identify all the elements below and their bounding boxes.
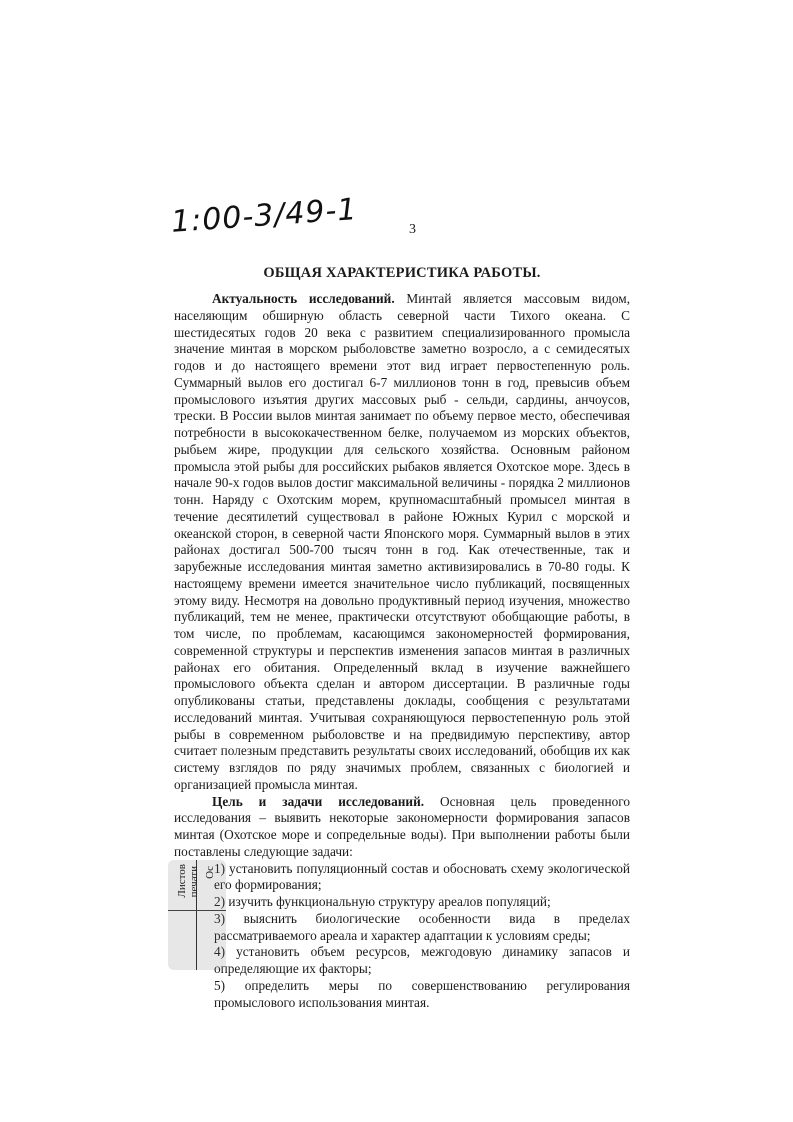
relevance-text: Минтай является массовым видом, населяющим обширную область северной части Тихого океана. С шестидесятых годов 20 века с развитием специализированного промысла значение минтая в морском рыболовстве заметно возросло, а с семидесятых годов и до настоящего времени этот вид играет первостепенную роль. Суммарный вылов его достигал 6-7 миллионов тонн в год, превысив объем промыслового изъятия других массовых рыб - сельди, сардины, анчоусов, трески. В России вылов минтая занимает по объему первое место, обеспечивая потребности в высококачественном белке, получаемом из морских объектов, рыбьем жире, продукции для сельского хозяйства. Основным районом промысла этой рыбы для российских рыбаков является Охотское море. Здесь в начале 90-х годов вылов достиг максимальной величины - порядка 2 миллионов тонн. Наряду с Охотским морем, крупномасштабный промысел минтая в течение десятилетий существовал в районе Южных Курил с морской и океанской сторон, в северной части Японского моря. Суммарный вылов в этих районах достигал 500-700 тысяч тонн в год. Как отечественные, так и зарубежные исследования минтая заметно активизировались в 70-80 годы. К настоящему времени имеется значительное число публикаций, посвященных этому виду. Несмотря на довольно продуктивный период изучения, множество публикаций, тем не менее, практически отсутствуют обобщающие работы, в том числе, по проблемам, касающимся закономерностей формирования, современной структуры и перспектив изменения запасов минтая в различных районах его обитания. Определенный вклад в изучение важнейшего промыслового объекта сделан и автором диссертации. В различные годы опубликованы статьи, представлены доклады, сообщения с результатами исследований минтая. Учитывая сохраняющуюся первостепенную роль этой рыбы в современном рыболовстве и на предвидимую перспективу, автор считает полезным представить результаты своих исследований, обобщив их как систему взглядов по ряду значимых проблем, связанных с биологией и организацией промысла минтая. [174, 291, 631, 792]
goals-heading: Цель и задачи исследований. [212, 793, 425, 809]
margin-stamp [168, 860, 226, 970]
task-item: 2) изучить функциональную структуру ареалов популяций; [214, 894, 551, 909]
handwritten-archive-code: 1:00-3/49-1 [170, 191, 359, 240]
task-item: 4) установить объем ресурсов, межгодовую динамику запасов и определяющие их факторы; [214, 944, 630, 976]
body-text [174, 291, 630, 1011]
stamp-label-sheets: Листов [176, 864, 188, 898]
stamp-label-print: печати [188, 866, 200, 898]
goals-text: Основная цель проведенного исследования – выявить некоторые закономерности формирования запасов минтая (Охотское море и сопредельные воды). При выполнении работы были поставлены следующие задачи: [174, 793, 630, 859]
section-title: ОБЩАЯ ХАРАКТЕРИСТИКА РАБОТЫ. [263, 265, 541, 281]
stamp-label-os: Ос [204, 866, 216, 879]
page-number: 3 [409, 222, 416, 237]
task-item: 3) выяснить биологические особенности вида в пределах рассматриваемого ареала и характер адаптации к условиям среды; [214, 910, 630, 943]
task-item: 1) установить популяционный состав и обосновать схему экологической его формирования; [214, 860, 630, 893]
task-list [174, 861, 630, 1012]
relevance-paragraph [174, 291, 630, 794]
goals-paragraph [174, 794, 630, 861]
relevance-heading: Актуальность исследований. [212, 291, 395, 306]
task-item: 5) определить меры по совершенствованию регулирования промыслового использования минтая. [214, 977, 630, 1010]
stamp-divider [168, 910, 226, 911]
